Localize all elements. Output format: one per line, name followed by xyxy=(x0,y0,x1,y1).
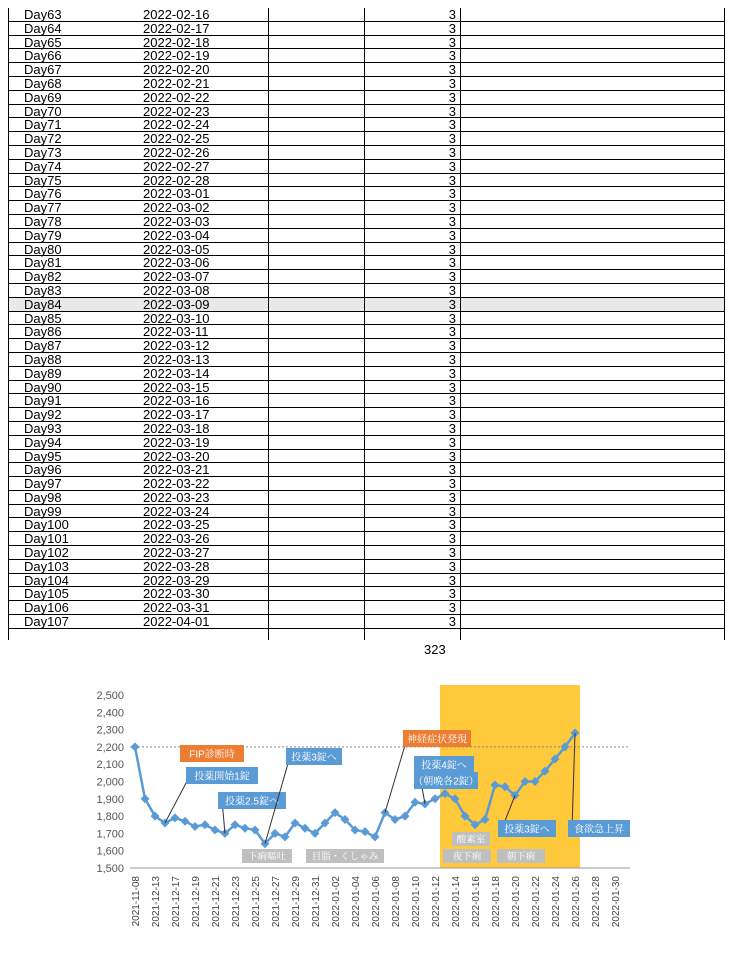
cell-value: 3 xyxy=(448,351,456,367)
cell-date: 2022-03-20 xyxy=(143,448,210,464)
x-tick-label: 2022-01-12 xyxy=(431,876,442,928)
table-row xyxy=(8,91,724,105)
cell-day: Day79 xyxy=(24,227,62,243)
callout-label: 投薬3錠へ xyxy=(291,752,337,764)
cell-date: 2022-02-28 xyxy=(143,172,210,188)
y-tick-label: 1,500 xyxy=(96,863,124,875)
table-row xyxy=(8,353,724,367)
cell-date: 2022-02-25 xyxy=(143,131,210,147)
cell-day: Day84 xyxy=(24,296,62,312)
cell-day: Day100 xyxy=(24,517,69,533)
table-row xyxy=(8,560,724,574)
table-row xyxy=(8,270,724,284)
table-row xyxy=(8,36,724,50)
cell-value: 3 xyxy=(448,144,456,160)
cell-day: Day67 xyxy=(24,62,62,78)
cell-date: 2022-02-21 xyxy=(143,75,210,91)
cell-day: Day94 xyxy=(24,434,62,450)
table-row xyxy=(8,381,724,395)
cell-day: Day63 xyxy=(24,7,62,22)
table-col-divider-1 xyxy=(268,8,269,640)
table-row xyxy=(8,339,724,353)
cell-value: 3 xyxy=(448,310,456,326)
cell-value: 3 xyxy=(448,393,456,409)
callout-pointer xyxy=(385,739,407,813)
cell-date: 2022-03-12 xyxy=(143,338,210,354)
data-point xyxy=(201,820,210,829)
table-row xyxy=(8,118,724,132)
cell-date: 2022-02-23 xyxy=(143,103,210,119)
table-left-border xyxy=(8,8,9,640)
x-tick-label: 2022-01-28 xyxy=(591,876,602,928)
x-tick-label: 2021-12-27 xyxy=(271,876,282,928)
table-row xyxy=(8,408,724,422)
callout-label: 投薬3錠へ xyxy=(504,824,550,836)
cell-date: 2022-03-06 xyxy=(143,255,210,271)
cell-value: 3 xyxy=(448,434,456,450)
y-tick-label: 1,900 xyxy=(96,793,124,806)
cell-value: 3 xyxy=(448,255,456,271)
table-row xyxy=(8,615,724,629)
cell-day: Day102 xyxy=(24,545,69,561)
cell-date: 2022-03-14 xyxy=(143,365,210,381)
table-row xyxy=(8,587,724,601)
cell-day: Day76 xyxy=(24,186,62,202)
cell-value: 3 xyxy=(448,48,456,64)
callout-label: 投薬4錠へ xyxy=(421,760,467,772)
cell-value: 3 xyxy=(448,365,456,381)
note-label: 酸素室 xyxy=(456,834,486,846)
cell-value: 3 xyxy=(448,503,456,519)
cell-day: Day86 xyxy=(24,324,62,340)
x-tick-label: 2022-01-26 xyxy=(571,876,582,928)
table-row xyxy=(8,312,724,326)
cell-date: 2022-02-18 xyxy=(143,34,210,50)
cell-date: 2022-02-24 xyxy=(143,117,210,133)
cell-day: Day96 xyxy=(24,462,62,478)
table-row xyxy=(8,518,724,532)
table-row xyxy=(8,422,724,436)
table-row xyxy=(8,243,724,257)
table-right-border xyxy=(724,8,725,640)
note-label: 朝下痢 xyxy=(506,851,536,863)
cell-value: 3 xyxy=(448,462,456,478)
cell-value: 3 xyxy=(448,75,456,91)
cell-date: 2022-03-01 xyxy=(143,186,210,202)
cell-day: Day82 xyxy=(24,269,62,285)
data-point xyxy=(181,817,190,826)
data-point xyxy=(431,794,440,803)
cell-value: 3 xyxy=(448,172,456,188)
x-tick-label: 2022-01-08 xyxy=(391,876,402,928)
x-tick-label: 2021-12-21 xyxy=(211,876,222,928)
cell-date: 2022-03-15 xyxy=(143,379,210,395)
cell-date: 2022-03-24 xyxy=(143,503,210,519)
data-point xyxy=(211,825,220,834)
cell-date: 2022-03-13 xyxy=(143,351,210,367)
cell-date: 2022-03-25 xyxy=(143,517,210,533)
table-row xyxy=(8,574,724,588)
cell-day: Day89 xyxy=(24,365,62,381)
cell-day: Day66 xyxy=(24,48,62,64)
cell-value: 3 xyxy=(448,200,456,216)
cell-date: 2022-03-21 xyxy=(143,462,210,478)
data-point xyxy=(191,822,200,831)
cell-day: Day92 xyxy=(24,407,62,423)
weight-chart xyxy=(0,660,736,972)
table-row xyxy=(8,215,724,229)
cell-value: 3 xyxy=(448,20,456,36)
table-row xyxy=(8,298,724,312)
y-tick-label: 2,400 xyxy=(96,707,124,720)
cell-value: 3 xyxy=(448,517,456,533)
cell-day: Day80 xyxy=(24,241,62,257)
cell-value: 3 xyxy=(448,131,456,147)
cell-day: Day97 xyxy=(24,476,62,492)
table-row xyxy=(8,491,724,505)
x-tick-label: 2022-01-20 xyxy=(511,876,522,928)
cell-day: Day103 xyxy=(24,558,69,574)
cell-day: Day87 xyxy=(24,338,62,354)
x-tick-label: 2022-01-14 xyxy=(451,876,462,928)
table-col-divider-2 xyxy=(364,8,365,640)
table-row xyxy=(8,132,724,146)
cell-date: 2022-03-10 xyxy=(143,310,210,326)
cell-day: Day77 xyxy=(24,200,62,216)
cell-day: Day74 xyxy=(24,158,62,174)
x-tick-label: 2021-11-08 xyxy=(131,876,142,927)
x-tick-label: 2022-01-02 xyxy=(331,876,342,928)
table-row xyxy=(8,174,724,188)
cell-day: Day64 xyxy=(24,20,62,36)
data-point xyxy=(171,813,180,822)
cell-date: 2022-02-27 xyxy=(143,158,210,174)
cell-date: 2022-03-05 xyxy=(143,241,210,257)
cell-date: 2022-03-02 xyxy=(143,200,210,216)
note-label: 目脂・くしゃみ xyxy=(311,851,379,863)
cell-day: Day85 xyxy=(24,310,62,326)
cell-value: 3 xyxy=(448,62,456,78)
cell-date: 2022-03-22 xyxy=(143,476,210,492)
cell-value: 3 xyxy=(448,227,456,243)
cell-date: 2022-03-07 xyxy=(143,269,210,285)
x-tick-label: 2022-01-04 xyxy=(351,876,362,928)
table-row xyxy=(8,201,724,215)
y-tick-label: 2,000 xyxy=(96,776,124,789)
cell-date: 2022-03-04 xyxy=(143,227,210,243)
cell-date: 2022-02-17 xyxy=(143,20,210,36)
cell-date: 2022-03-29 xyxy=(143,572,210,588)
x-tick-label: 2022-01-06 xyxy=(371,876,382,928)
cell-value: 3 xyxy=(448,282,456,298)
x-tick-label: 2021-12-29 xyxy=(291,876,302,928)
cell-day: Day101 xyxy=(24,531,69,547)
data-table xyxy=(8,8,724,629)
cell-date: 2022-02-26 xyxy=(143,144,210,160)
table-row xyxy=(8,160,724,174)
x-tick-label: 2021-12-13 xyxy=(151,876,162,928)
cell-day: Day99 xyxy=(24,503,62,519)
y-tick-label: 1,600 xyxy=(96,845,124,858)
cell-day: Day107 xyxy=(24,614,69,630)
table-row xyxy=(8,105,724,119)
x-tick-label: 2022-01-30 xyxy=(611,876,622,928)
cell-day: Day105 xyxy=(24,586,69,602)
data-point xyxy=(131,742,140,751)
cell-day: Day88 xyxy=(24,351,62,367)
cell-value: 3 xyxy=(448,476,456,492)
cell-day: Day90 xyxy=(24,379,62,395)
table-total: 323 xyxy=(424,642,446,657)
table-row xyxy=(8,49,724,63)
y-tick-label: 2,100 xyxy=(96,759,124,772)
data-point xyxy=(371,832,380,841)
cell-value: 3 xyxy=(448,296,456,312)
table-row xyxy=(8,505,724,519)
note-label: 下痢嘔吐 xyxy=(247,851,287,863)
cell-day: Day73 xyxy=(24,144,62,160)
x-tick-label: 2021-12-25 xyxy=(251,876,262,928)
table-row xyxy=(8,22,724,36)
cell-date: 2022-03-28 xyxy=(143,558,210,574)
table-row xyxy=(8,394,724,408)
callout-label: FIP診断時 xyxy=(189,749,235,761)
y-tick-label: 2,500 xyxy=(96,690,124,702)
cell-value: 3 xyxy=(448,600,456,616)
y-tick-label: 1,800 xyxy=(96,811,124,824)
callout-label: 食欲急上昇 xyxy=(574,824,624,836)
note-label: 夜下痢 xyxy=(452,851,482,863)
callout-label: （朝晩各2錠） xyxy=(413,776,479,788)
y-tick-label: 2,300 xyxy=(96,724,124,737)
table-col-divider-3 xyxy=(460,8,461,640)
cell-value: 3 xyxy=(448,241,456,257)
table-row xyxy=(8,463,724,477)
table-row xyxy=(8,325,724,339)
cell-date: 2022-02-19 xyxy=(143,48,210,64)
cell-value: 3 xyxy=(448,103,456,119)
cell-day: Day93 xyxy=(24,420,62,436)
cell-date: 2022-03-27 xyxy=(143,545,210,561)
cell-date: 2022-03-03 xyxy=(143,213,210,229)
cell-day: Day95 xyxy=(24,448,62,464)
x-tick-label: 2022-01-10 xyxy=(411,876,422,928)
cell-day: Day68 xyxy=(24,75,62,91)
cell-value: 3 xyxy=(448,407,456,423)
callout-label: 投薬2.5錠へ xyxy=(225,796,279,808)
cell-date: 2022-03-11 xyxy=(143,324,209,340)
cell-day: Day75 xyxy=(24,172,62,188)
x-tick-label: 2022-01-16 xyxy=(471,876,482,928)
cell-value: 3 xyxy=(448,572,456,588)
cell-value: 3 xyxy=(448,338,456,354)
cell-value: 3 xyxy=(448,614,456,630)
cell-value: 3 xyxy=(448,545,456,561)
cell-date: 2022-03-09 xyxy=(143,296,210,312)
cell-value: 3 xyxy=(448,89,456,105)
table-row xyxy=(8,546,724,560)
data-point xyxy=(361,827,370,836)
cell-value: 3 xyxy=(448,531,456,547)
cell-date: 2022-04-01 xyxy=(143,614,210,630)
x-tick-label: 2021-12-17 xyxy=(171,876,182,928)
table-row xyxy=(8,436,724,450)
table-row xyxy=(8,229,724,243)
table-row xyxy=(8,256,724,270)
cell-day: Day106 xyxy=(24,600,69,616)
x-tick-label: 2022-01-22 xyxy=(531,876,542,928)
callout-label: 神経症状発現 xyxy=(407,734,467,746)
cell-value: 3 xyxy=(448,558,456,574)
cell-date: 2022-02-22 xyxy=(143,89,210,105)
cell-date: 2022-03-19 xyxy=(143,434,210,450)
x-tick-label: 2022-01-18 xyxy=(491,876,502,928)
cell-day: Day65 xyxy=(24,34,62,50)
cell-value: 3 xyxy=(448,34,456,50)
cell-date: 2022-03-08 xyxy=(143,282,210,298)
y-tick-label: 1,700 xyxy=(96,828,124,841)
cell-day: Day104 xyxy=(24,572,69,588)
table-row xyxy=(8,77,724,91)
table-row xyxy=(8,450,724,464)
cell-day: Day72 xyxy=(24,131,62,147)
table-row xyxy=(8,532,724,546)
cell-day: Day83 xyxy=(24,282,62,298)
table-row xyxy=(8,477,724,491)
cell-value: 3 xyxy=(448,448,456,464)
table-row xyxy=(8,8,724,22)
cell-date: 2022-02-16 xyxy=(143,7,210,22)
x-tick-label: 2021-12-31 xyxy=(311,876,322,928)
cell-day: Day69 xyxy=(24,89,62,105)
table-row xyxy=(8,367,724,381)
cell-value: 3 xyxy=(448,186,456,202)
cell-date: 2022-03-17 xyxy=(143,407,210,423)
cell-day: Day71 xyxy=(24,117,62,133)
cell-day: Day91 xyxy=(24,393,62,409)
data-point xyxy=(241,824,250,833)
cell-value: 3 xyxy=(448,420,456,436)
cell-value: 3 xyxy=(448,7,456,22)
cell-date: 2022-02-20 xyxy=(143,62,210,78)
table-row xyxy=(8,284,724,298)
x-tick-label: 2021-12-23 xyxy=(231,876,242,928)
cell-value: 3 xyxy=(448,117,456,133)
y-tick-label: 2,200 xyxy=(96,741,124,754)
table-row xyxy=(8,146,724,160)
cell-day: Day78 xyxy=(24,213,62,229)
cell-value: 3 xyxy=(448,324,456,340)
cell-value: 3 xyxy=(448,213,456,229)
cell-day: Day70 xyxy=(24,103,62,119)
x-tick-label: 2022-01-24 xyxy=(551,876,562,928)
x-tick-label: 2021-12-19 xyxy=(191,876,202,928)
cell-value: 3 xyxy=(448,586,456,602)
cell-date: 2022-03-30 xyxy=(143,586,210,602)
cell-date: 2022-03-18 xyxy=(143,420,210,436)
table-row xyxy=(8,601,724,615)
cell-date: 2022-03-23 xyxy=(143,489,210,505)
data-point xyxy=(301,824,310,833)
cell-value: 3 xyxy=(448,158,456,174)
table-row xyxy=(8,187,724,201)
table-row xyxy=(8,63,724,77)
cell-day: Day98 xyxy=(24,489,62,505)
cell-value: 3 xyxy=(448,379,456,395)
cell-date: 2022-03-16 xyxy=(143,393,210,409)
callout-label: 投薬開始1錠 xyxy=(194,771,250,783)
cell-day: Day81 xyxy=(24,255,62,271)
cell-value: 3 xyxy=(448,269,456,285)
cell-date: 2022-03-26 xyxy=(143,531,210,547)
cell-date: 2022-03-31 xyxy=(143,600,210,616)
cell-value: 3 xyxy=(448,489,456,505)
